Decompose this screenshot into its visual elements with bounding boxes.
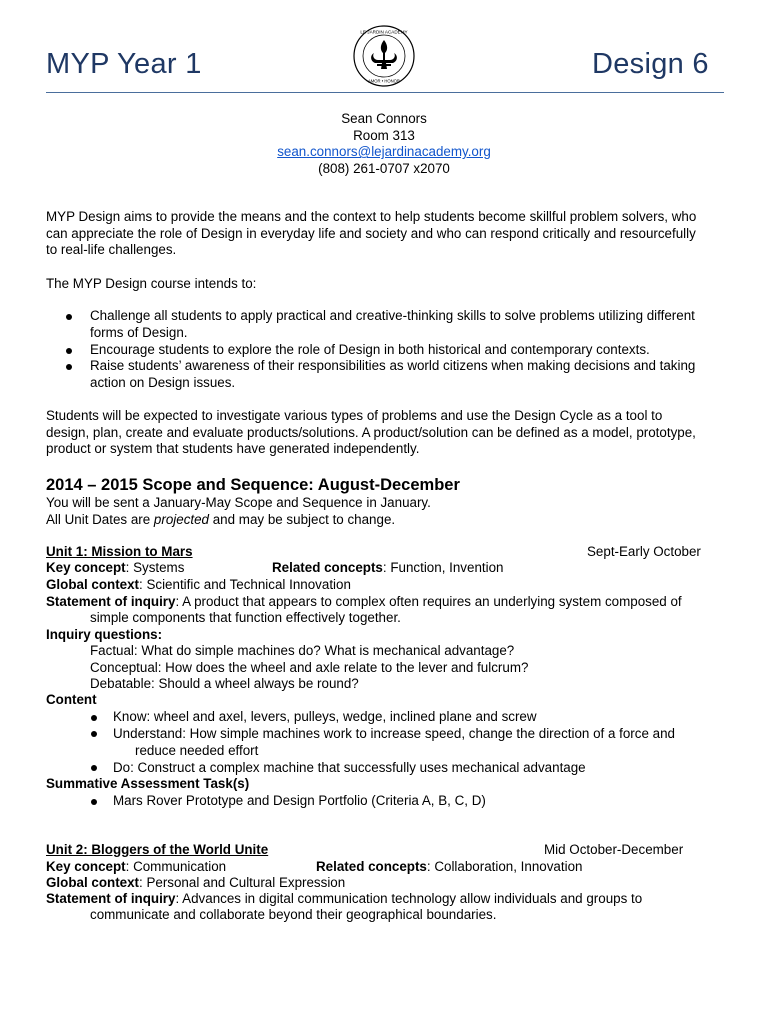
contact-room: Room 313 (353, 127, 415, 143)
bullet-dot (66, 348, 72, 354)
seal-top-text: LE JARDIN ACADEMY (360, 29, 408, 35)
intro-paragraph: MYP Design aims to provide the means and the context to help students become skillful problem solvers, who can appreciate the role of Design in everyday life and society and who can respond critically and resourcefully to real-life challenges. (46, 209, 697, 258)
inquiry-factual: Factual: What do simple machines do? What is mechanical advantage? (90, 643, 515, 658)
unit1-statement-cont: simple components that function effectively together. (90, 610, 401, 625)
unit2-key-concept: Key concept: Communication (46, 859, 227, 874)
bullet-dot (66, 314, 72, 320)
unit1-key-concept: Key concept: Systems (46, 560, 185, 575)
contact-name: Sean Connors (341, 111, 427, 126)
unit2-statement: Statement of inquiry: Advances in digital communication technology allow individuals and groups to (46, 891, 643, 906)
unit1-content-know: Know: wheel and axel, levers, pulleys, wedge, inclined plane and screw (113, 709, 537, 724)
intro-bullet-3: Raise students’ awareness of their responsibilities as world citizens when making decisions and taking action on Design issues. (90, 358, 696, 390)
course-intends-text: The MYP Design course intends to: (46, 276, 257, 291)
school-seal-logo (352, 24, 416, 88)
unit1-content-understand: Understand: How simple machines work to increase speed, change the direction of a force and reduce needed effort (113, 726, 675, 758)
unit1-inquiry-questions (90, 643, 528, 693)
inquiry-debatable: Debatable: Should a wheel always be round? (90, 676, 359, 692)
contact-phone: (808) 261-0707 x2070 (318, 160, 450, 176)
header-title-right: Design 6 (592, 48, 709, 80)
header-rule (46, 92, 724, 93)
header-title-left: MYP Year 1 (46, 48, 202, 80)
unit1-statement: Statement of inquiry: A product that appears to complex often requires an underlying system composed of (46, 594, 682, 609)
bullet-dot (91, 799, 97, 805)
bullet-dot (66, 364, 72, 370)
scope-heading: 2014 – 2015 Scope and Sequence: August-December (46, 476, 460, 494)
intro-bullet-2: Encourage students to explore the role of Design in both historical and contemporary contexts. (90, 342, 650, 357)
contact-email-link[interactable]: sean.connors@lejardinacademy.org (277, 144, 491, 160)
unit1-dates: Sept-Early October (587, 544, 701, 559)
bullet-dot (91, 731, 97, 737)
intro-bullet-1: Challenge all students to apply practical and creative-thinking skills to solve problems utilizing different forms of Design. (90, 308, 695, 340)
unit1-content-do: Do: Construct a complex machine that successfully uses mechanical advantage (113, 760, 586, 775)
scope-notes: You will be sent a January-May Scope and Sequence in January. All Unit Dates are projected and may be subject to change. (46, 495, 431, 527)
inquiry-conceptual: Conceptual: How does the wheel and axle relate to the lever and fulcrum? (90, 659, 529, 675)
unit2-dates: Mid October-December (544, 842, 684, 857)
unit2-related-concepts: Related concepts: Collaboration, Innovation (316, 859, 583, 874)
design-cycle-paragraph: Students will be expected to investigate various types of problems and use the Design Cycle as a tool to design, plan, create and evaluate products/solutions. A product/solution can be defined as a model, prototype, product or system that students have generated independently. (46, 408, 696, 457)
unit1-summative-item: Mars Rover Prototype and Design Portfolio (Criteria A, B, C, D) (113, 793, 486, 808)
unit1-global-context: Global context: Scientific and Technical Innovation (46, 577, 351, 592)
unit2-global-context: Global context: Personal and Cultural Expression (46, 875, 346, 890)
bullet-dot (91, 765, 97, 771)
seal-bottom-text: AMOR • HONOR (368, 78, 400, 84)
unit2-statement-cont: communicate and collaborate beyond their geographical boundaries. (90, 907, 497, 922)
bullet-dot (91, 715, 97, 721)
contact-block (0, 111, 768, 177)
unit1-inquiry-label: Inquiry questions: (46, 627, 163, 642)
unit1-content-label: Content (46, 692, 97, 707)
unit2-title: Unit 2: Bloggers of the World Unite (46, 842, 269, 857)
unit1-summative-label: Summative Assessment Task(s) (46, 776, 250, 791)
unit1-title: Unit 1: Mission to Mars (46, 544, 193, 559)
unit1-related-concepts: Related concepts: Function, Invention (272, 560, 504, 575)
